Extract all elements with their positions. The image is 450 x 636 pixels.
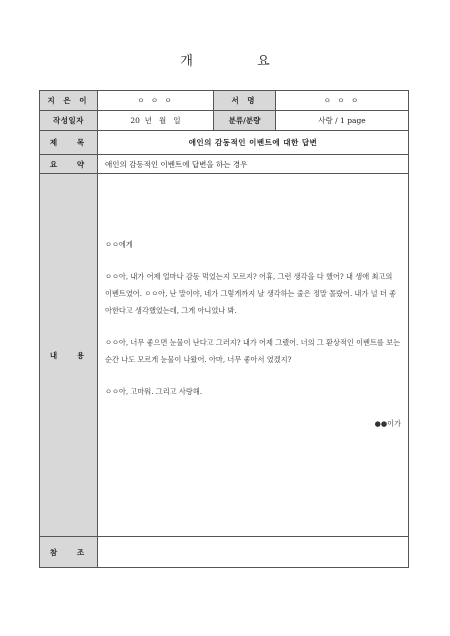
summary-value: 애인의 감동적인 이벤트에 답변을 하는 경우 <box>98 155 409 174</box>
summary-form <box>39 90 409 568</box>
author-label: 지 은 이 <box>40 91 98 111</box>
date-label: 작성일자 <box>40 111 98 131</box>
content-body <box>98 174 409 537</box>
greeting: ㅇㅇ에게 <box>105 240 133 249</box>
category-label: 분류/분량 <box>214 111 276 131</box>
signature-value: ㅇ ㅇ ㅇ <box>276 91 409 111</box>
paragraph-2: ㅇㅇ아, 너무 좋으면 눈물이 난다고 그러지? 내가 어제 그랬어. 너의 그 환상적인 이벤트를 보는 순간 나도 모르게 눈물이 나왔어. 아마, 너무 좋아서 였겠지? <box>105 338 401 364</box>
paragraph-1: ㅇㅇ아, 내가 어제 얼마나 감동 먹었는지 모르지? 어휴, 그런 생각을 다 했어? 내 생애 최고의 이벤트였어. ㅇㅇ아, 난 말이야, 네가 그렇게까지 날 생각하는 줄은 정말 몰랐어. 내가 널 더 좋아한다고 생각했었는데, 그게 아니었나 봐. <box>105 272 397 315</box>
summary-label: 요 약 <box>40 155 98 174</box>
page-title: 개 요 <box>180 54 300 69</box>
paragraph-3: ㅇㅇ아, 고마워. 그리고 사랑해. <box>105 387 203 396</box>
reference-label: 참 조 <box>40 537 98 568</box>
reference-value <box>98 537 409 568</box>
subject-label: 제 목 <box>40 131 98 155</box>
author-value: ㅇ ㅇ ㅇ <box>98 91 214 111</box>
signoff: ●●이가 <box>374 419 401 428</box>
signature-label: 서 명 <box>214 91 276 111</box>
subject-value: 애인의 감동적인 이벤트에 대한 답변 <box>98 131 409 155</box>
date-value: 20 년 월 일 <box>98 111 214 131</box>
content-label: 내 용 <box>40 174 98 537</box>
category-value: 사랑 / 1 page <box>276 111 409 131</box>
